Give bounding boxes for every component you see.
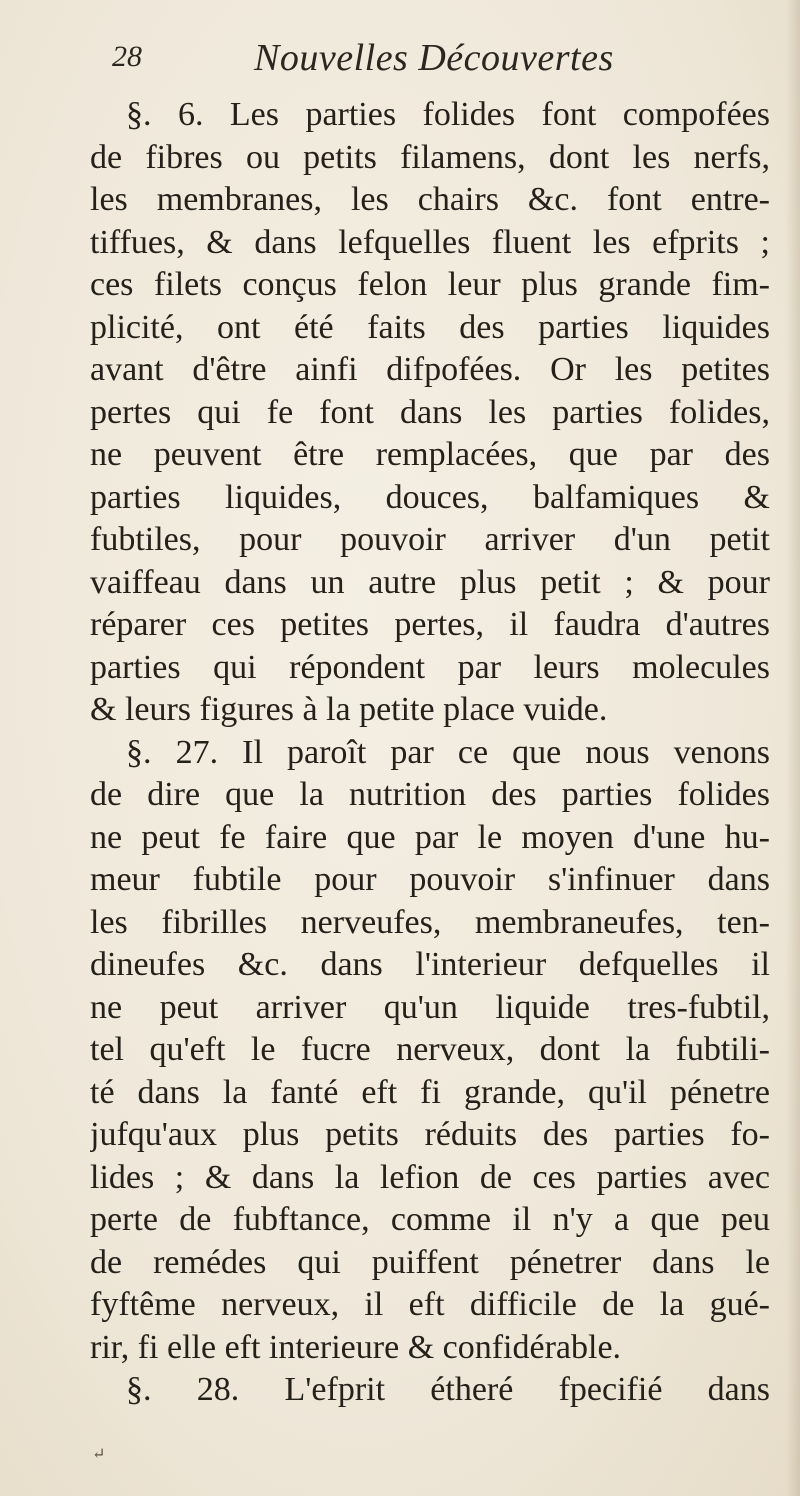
text-line: rir, fi elle eft interieure & confidérable. — [90, 1328, 622, 1366]
text-line: plicité, ont été faits des parties liquides — [90, 308, 770, 346]
page-gutter-shadow — [786, 0, 800, 1496]
text-line: ne peut arriver qu'un liquide tres-fubtil, — [90, 988, 770, 1026]
text-line: de fibres ou petits filamens, dont les nerfs, — [90, 138, 770, 176]
text-line: ces filets conçus felon leur plus grande fim- — [90, 266, 770, 303]
text-line: fubtiles, pour pouvoir arriver d'un petit — [90, 521, 770, 558]
text-line: pertes qui fe font dans les parties folides, — [90, 393, 770, 431]
text-line: les membranes, les chairs &c. font entre- — [90, 181, 770, 218]
text-line: de dire que la nutrition des parties folides — [90, 776, 770, 813]
text-line: dineufes &c. dans l'interieur defquelles il — [90, 946, 770, 983]
page-header — [112, 36, 752, 92]
body-text — [90, 94, 770, 1412]
text-line: perte de fubftance, comme il n'y a que peu — [90, 1201, 770, 1238]
text-line: réparer ces petites pertes, il faudra d'autres — [90, 606, 770, 643]
text-line: ne peuvent être remplacées, que par des — [90, 436, 770, 473]
text-line: les fibrilles nerveufes, membraneufes, ten- — [90, 903, 770, 941]
text-line: té dans la fanté eft fi grande, qu'il pénetre — [90, 1073, 770, 1111]
text-line: §. 28. L'efprit étheré fpecifié dans — [126, 1371, 770, 1408]
text-line: ne peut fe faire que par le moyen d'une hu- — [90, 818, 770, 856]
text-line: vaiffeau dans un autre plus petit ; & pour — [90, 563, 770, 601]
catchword-mark: ↵ — [92, 1446, 106, 1463]
text-line: lides ; & dans la lefion de ces parties avec — [90, 1158, 770, 1196]
text-line: fyftême nerveux, il eft difficile de la gué- — [90, 1286, 770, 1323]
text-line: parties qui répondent par leurs molecules — [90, 648, 770, 686]
running-title: Nouvelles Découvertes — [254, 37, 614, 79]
page-number: 28 — [112, 40, 142, 73]
text-line: jufqu'aux plus petits réduits des parties fo- — [90, 1116, 770, 1153]
text-line: avant d'être ainfi difpofées. Or les petites — [90, 351, 770, 388]
text-line: de remédes qui puiffent pénetrer dans le — [90, 1243, 770, 1281]
text-line: tel qu'eft le fucre nerveux, dont la fubtili- — [90, 1031, 770, 1068]
text-line: tiffues, & dans lefquelles fluent les efprits ; — [90, 223, 770, 261]
text-line: §. 6. Les parties folides font compofées — [126, 96, 770, 133]
text-line: parties liquides, douces, balfamiques & — [90, 478, 770, 516]
text-line: meur fubtile pour pouvoir s'infinuer dans — [90, 861, 770, 898]
text-line: & leurs figures à la petite place vuide. — [90, 691, 608, 728]
text-line: §. 27. Il paroît par ce que nous venons — [126, 733, 770, 771]
